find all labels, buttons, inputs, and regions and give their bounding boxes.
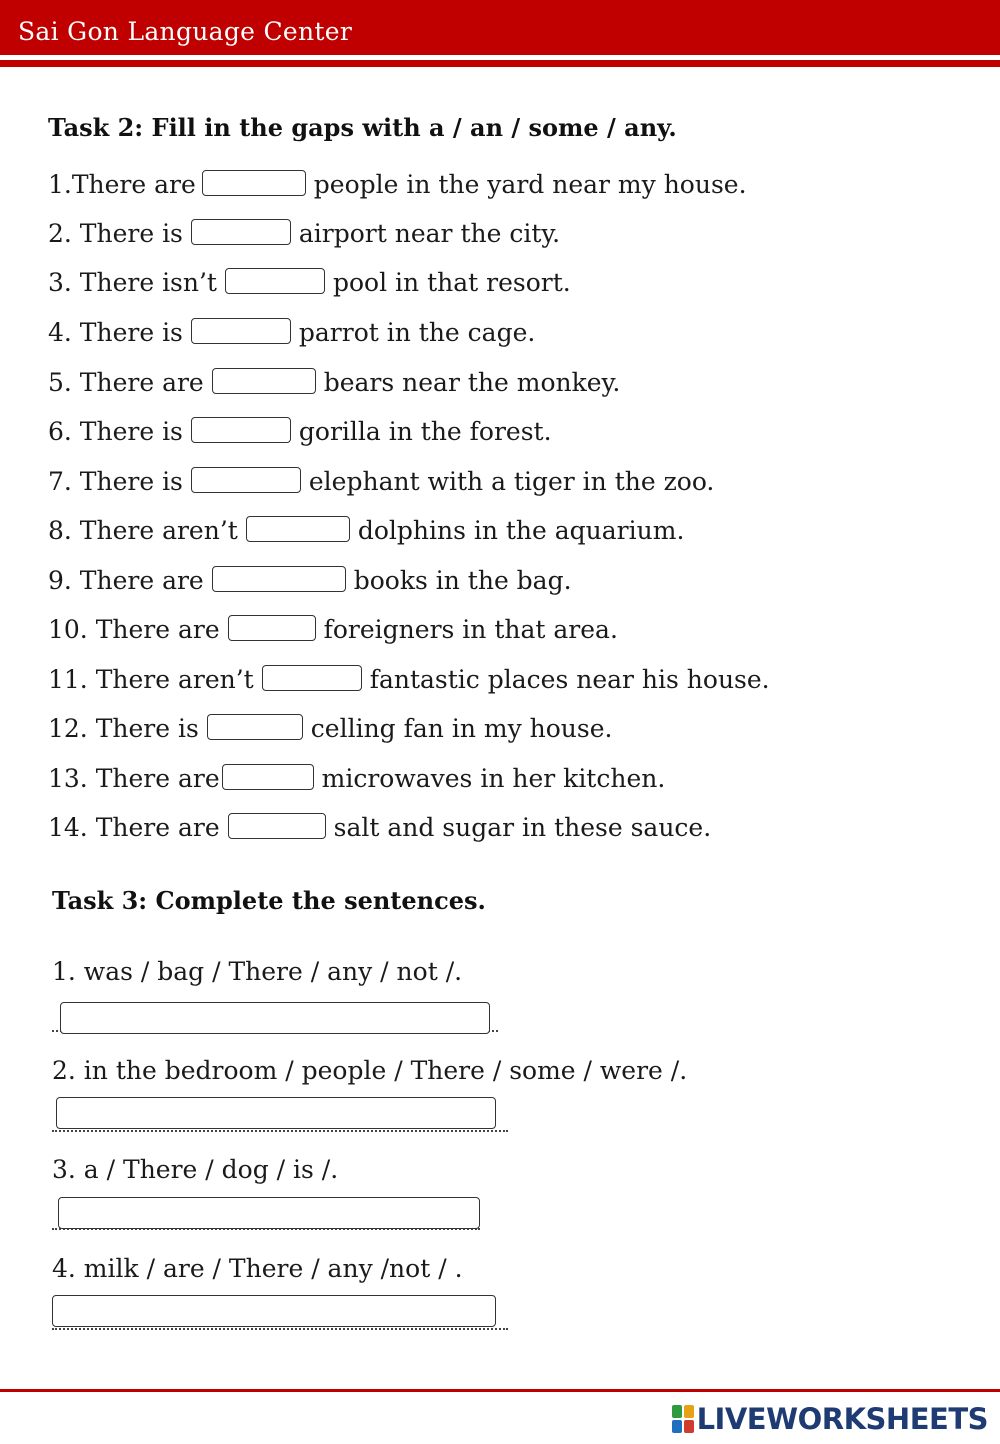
dotted-line-4 [52, 1328, 508, 1330]
task3-prompt-4: 4. milk / are / There / any /not / . [52, 1254, 463, 1283]
item-prefix: 4. There is [48, 318, 183, 347]
gap-input-13[interactable] [222, 764, 314, 790]
task2-item-12 [48, 714, 612, 743]
gap-input-12[interactable] [207, 714, 303, 740]
task2-item-7 [48, 467, 714, 496]
item-prefix: 3. There isn’t [48, 268, 217, 297]
task2-item-2 [48, 219, 560, 248]
task2-item-10 [48, 615, 618, 644]
item-suffix: people in the yard near my house. [313, 170, 747, 199]
item-prefix: 2. There is [48, 219, 183, 248]
item-prefix: 9. There are [48, 566, 204, 595]
item-prefix: 5. There are [48, 368, 204, 397]
item-suffix: fantastic places near his house. [369, 665, 770, 694]
item-prefix: 14. There are [48, 813, 220, 842]
gap-input-8[interactable] [246, 516, 350, 542]
item-prefix: 7. There is [48, 467, 183, 496]
item-suffix: gorilla in the forest. [298, 417, 552, 446]
item-prefix: 6. There is [48, 417, 183, 446]
item-suffix: airport near the city. [298, 219, 561, 248]
gap-input-9[interactable] [212, 566, 346, 592]
liveworksheets-logo [672, 1402, 988, 1436]
item-prefix: 12. There is [48, 714, 199, 743]
footer-divider [0, 1389, 1000, 1392]
task2-item-5 [48, 368, 620, 397]
item-suffix: bears near the monkey. [323, 368, 621, 397]
item-prefix: 10. There are [48, 615, 220, 644]
gap-input-6[interactable] [191, 417, 291, 443]
header-bar [0, 0, 1000, 55]
item-prefix: 1.There are [48, 170, 196, 199]
task2-item-9 [48, 566, 572, 595]
dotted-line-2 [52, 1130, 508, 1132]
gap-input-7[interactable] [191, 467, 301, 493]
task3-heading: Task 3: Complete the sentences. [52, 886, 486, 915]
item-prefix: 13. There are [48, 764, 220, 793]
gap-input-3[interactable] [225, 268, 325, 294]
gap-input-4[interactable] [191, 318, 291, 344]
task2-heading: Task 2: Fill in the gaps with a / an / some / any. [48, 113, 677, 142]
item-suffix: dolphins in the aquarium. [357, 516, 685, 545]
task2-item-14 [48, 813, 711, 842]
logo-mark-icon [672, 1405, 694, 1433]
item-suffix: pool in that resort. [332, 268, 571, 297]
task2-item-11 [48, 665, 770, 694]
answer-input-4[interactable] [52, 1295, 496, 1327]
item-suffix: books in the bag. [353, 566, 572, 595]
gap-input-5[interactable] [212, 368, 316, 394]
answer-input-3[interactable] [58, 1197, 480, 1229]
item-suffix: microwaves in her kitchen. [321, 764, 666, 793]
task2-item-13 [48, 764, 665, 793]
header-title: Sai Gon Language Center [18, 17, 353, 46]
item-suffix: foreigners in that area. [323, 615, 618, 644]
gap-input-14[interactable] [228, 813, 326, 839]
gap-input-11[interactable] [262, 665, 362, 691]
task3-prompt-1: 1. was / bag / There / any / not /. [52, 957, 463, 986]
gap-input-2[interactable] [191, 219, 291, 245]
task2-item-1 [48, 170, 747, 199]
item-prefix: 8. There aren’t [48, 516, 238, 545]
task2-item-8 [48, 516, 684, 545]
item-suffix: celling fan in my house. [310, 714, 613, 743]
task2-item-4 [48, 318, 535, 347]
header-divider [0, 60, 1000, 67]
gap-input-1[interactable] [202, 170, 306, 196]
item-prefix: 11. There aren’t [48, 665, 254, 694]
answer-input-2[interactable] [56, 1097, 496, 1129]
task2-item-3 [48, 268, 571, 297]
task3-prompt-3: 3. a / There / dog / is /. [52, 1155, 339, 1184]
task3-prompt-2: 2. in the bedroom / people / There / some / were /. [52, 1056, 688, 1085]
task2-item-6 [48, 417, 552, 446]
item-suffix: elephant with a tiger in the zoo. [308, 467, 715, 496]
item-suffix: parrot in the cage. [298, 318, 536, 347]
answer-input-1[interactable] [60, 1002, 490, 1034]
logo-text: LIVEWORKSHEETS [696, 1402, 988, 1436]
gap-input-10[interactable] [228, 615, 316, 641]
item-suffix: salt and sugar in these sauce. [333, 813, 712, 842]
